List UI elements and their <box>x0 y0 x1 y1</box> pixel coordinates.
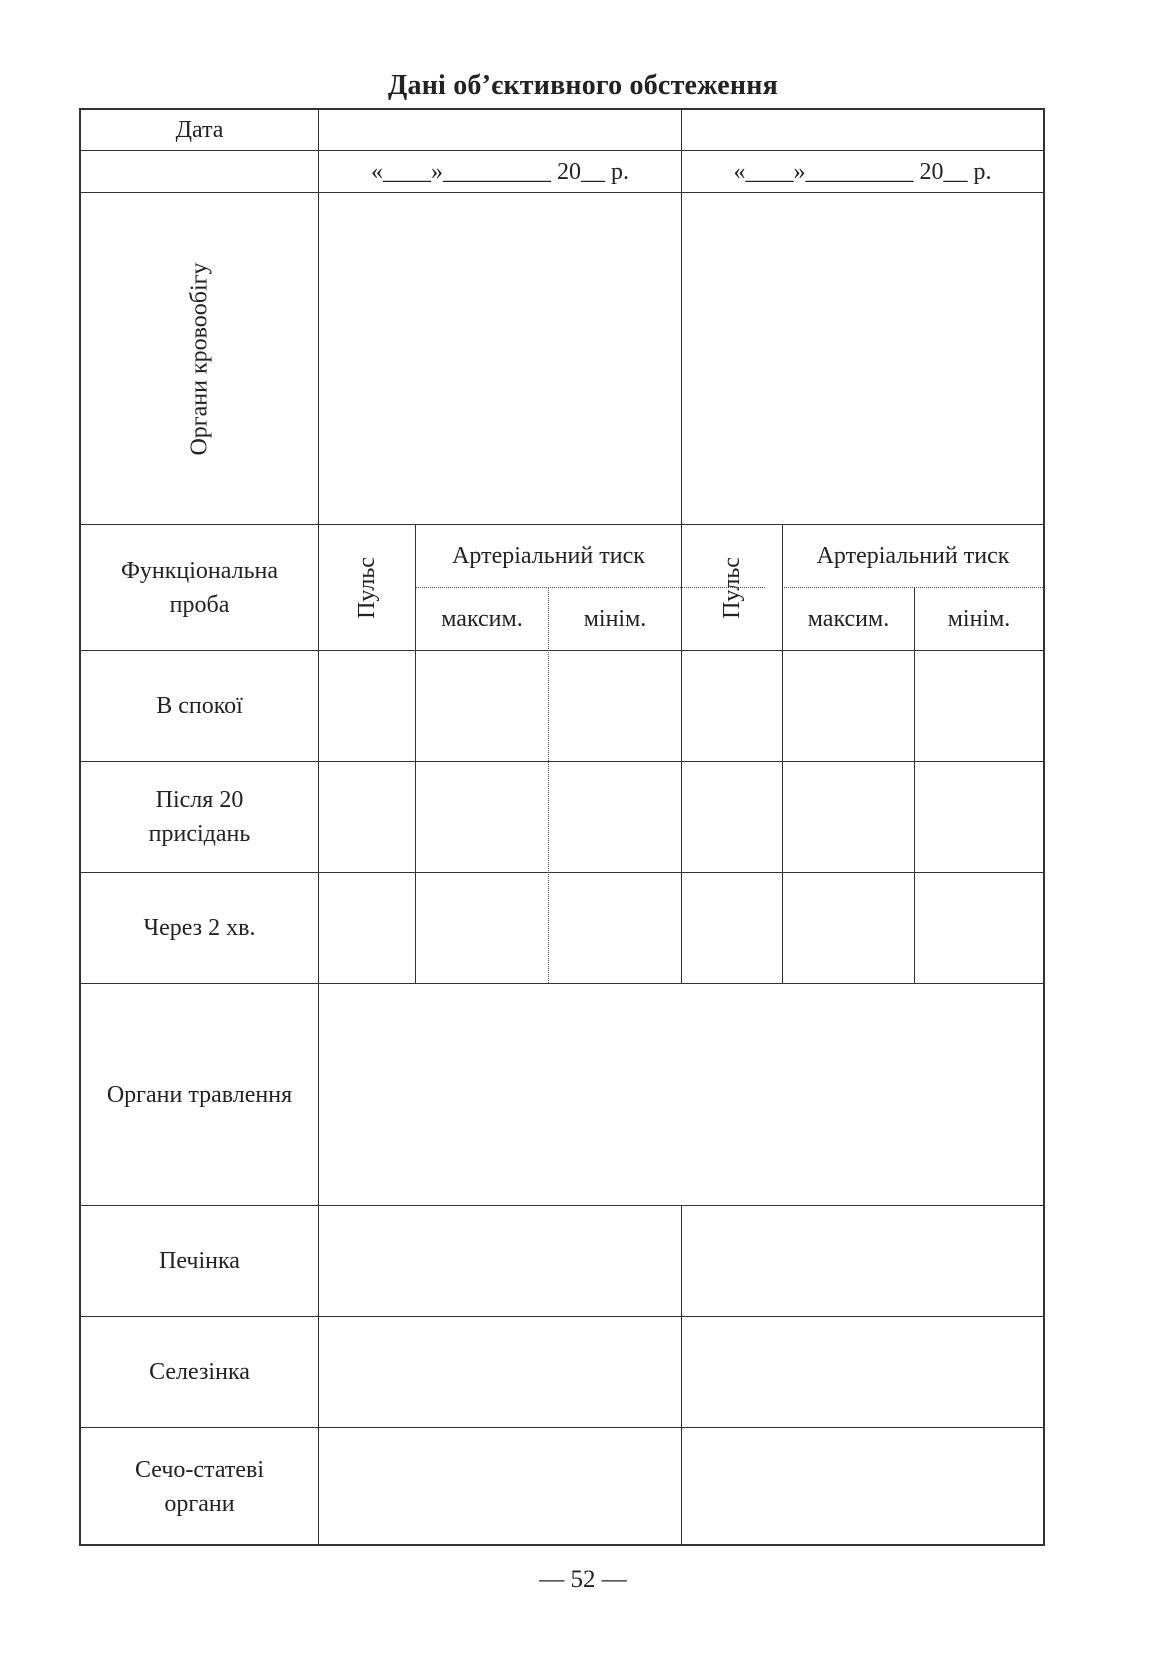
max-header-1: максим. <box>441 606 523 632</box>
pulse-header-2: Пульс <box>718 556 745 619</box>
pulse-header-1: Пульс <box>353 556 380 619</box>
spleen-label: Селезінка <box>149 1359 250 1385</box>
date-label: Дата <box>175 117 224 143</box>
circulatory-organs-label: Органи кровообігу <box>186 261 213 456</box>
min-header-1: мінім. <box>583 606 647 632</box>
urogenital-organs-label: Сечо-статеві органи <box>134 1457 265 1517</box>
liver-label: Печінка <box>159 1248 240 1274</box>
blood-pressure-header-2: Артеріальний тиск <box>816 543 1010 569</box>
column-divider <box>681 1205 682 1546</box>
digestive-organs-field[interactable] <box>319 984 1043 1205</box>
functional-test-label: Функціональна проба <box>120 557 279 618</box>
date-field-2[interactable]: «____»_________ 20__ р. <box>733 158 992 185</box>
circulatory-organs-field-1[interactable] <box>319 193 681 524</box>
at-rest-label: В спокої <box>156 693 243 719</box>
page-number: — 52 — <box>539 1566 627 1593</box>
page-title: Дані об’єктивного обстеження <box>388 70 778 101</box>
examination-table <box>79 108 1045 1546</box>
max-header-2: максим. <box>807 606 890 632</box>
min-header-2: мінім. <box>947 606 1011 632</box>
blood-pressure-header-1: Артеріальний тиск <box>452 543 645 569</box>
digestive-organs-label: Органи травлення <box>106 1081 293 1108</box>
date-field-1[interactable]: «____»_________ 20__ р. <box>371 158 629 185</box>
after-2-min-label: Через 2 хв. <box>143 915 256 941</box>
circulatory-organs-field-2[interactable] <box>682 193 1043 524</box>
after-squats-label: Після 20 присідань <box>148 787 251 847</box>
